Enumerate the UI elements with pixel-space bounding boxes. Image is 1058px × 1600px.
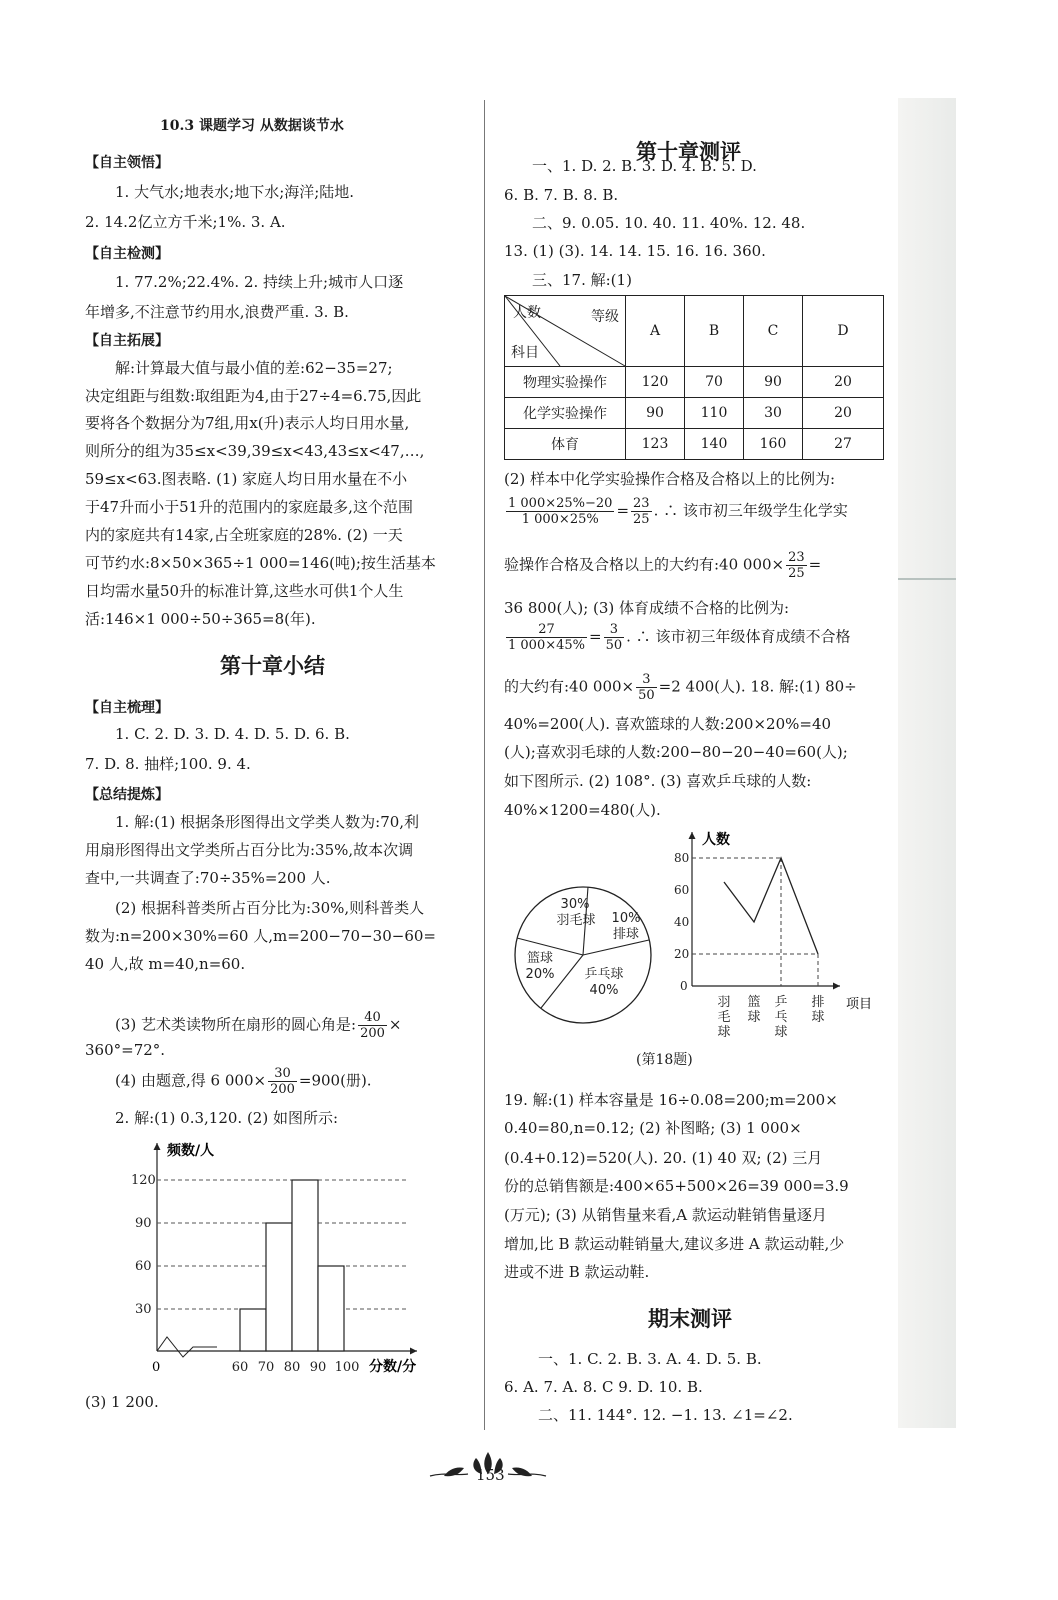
tuozhan-line: 内的家庭共有14家,占全班家庭的28%. (2) 一天 xyxy=(85,526,403,544)
bar-70-80 xyxy=(266,1223,292,1351)
tilian-line: 用扇形图得出文学类所占百分比为:35%,故本次调 xyxy=(85,841,414,859)
category-labels xyxy=(717,994,824,1040)
y-axis-label: 频数/人 xyxy=(167,1143,215,1159)
answer-line: 增加,比 B 款运动鞋销量大,建议多进 A 款运动鞋,少 xyxy=(504,1235,845,1253)
answer-line: 6. A. 7. A. 8. C 9. D. 10. B. xyxy=(504,1378,703,1396)
heading-zizhu-tuozhan: 【自主拓展】 xyxy=(85,333,169,349)
answer-line-fraction: 的大约有:40 000× $\frac{3}{50}$ =2 400(人). 18. 解:(1) 80÷ xyxy=(504,672,857,703)
col-header: B xyxy=(685,296,744,367)
category-label-char: 球 xyxy=(811,1010,825,1025)
x-tick-90: 90 xyxy=(309,1360,327,1375)
grade-table xyxy=(504,295,884,460)
answer-line: 三、17. 解:(1) xyxy=(532,271,632,289)
x-axis-label: 分数/分 xyxy=(369,1359,417,1375)
heading-zizhu-shuli: 【自主梳理】 xyxy=(85,700,169,716)
shuli-line-1: 1. C. 2. D. 3. D. 4. D. 5. D. 6. B. xyxy=(115,725,350,743)
answer-line: (万元); (3) 从销售量来看,A 款运动鞋销售量逐月 xyxy=(504,1206,827,1224)
table-cell: 20 xyxy=(803,367,884,398)
tuozhan-line: 活:146×1 000÷50÷365=8(年). xyxy=(85,610,316,628)
category-label-char: 排 xyxy=(811,995,825,1010)
bar-80-90 xyxy=(292,1180,318,1351)
section-title: 10.3 课题学习 从数据谈节水 xyxy=(160,118,344,134)
fraction: $\frac{3}{50}$ xyxy=(638,672,655,703)
y-tick-120: 120 xyxy=(131,1173,156,1188)
tilian-line: (2) 根据科普类所占百分比为:30%,则科普类人 xyxy=(115,899,425,917)
category-label-char: 球 xyxy=(717,1025,731,1040)
pie-label: 乒乓球 xyxy=(584,967,624,982)
category-label-char: 毛 xyxy=(717,1010,731,1025)
table-cell: 140 xyxy=(685,429,744,460)
answer-line: 19. 解:(1) 样本容量是 16÷0.08=200;m=200× xyxy=(504,1091,838,1109)
table-cell: 70 xyxy=(685,367,744,398)
fraction: $\frac{30}{200}$ xyxy=(270,1066,295,1097)
answer-line: (2) 样本中化学实验操作合格及合格以上的比例为: xyxy=(504,470,836,488)
pie-label: 20% xyxy=(525,967,555,982)
answer-line: 二、9. 0.05. 10. 40. 11. 40%. 12. 48. xyxy=(532,214,806,232)
tilian-line: 2. 解:(1) 0.3,120. (2) 如图所示: xyxy=(115,1109,339,1127)
x-tick-70: 70 xyxy=(257,1360,275,1375)
bar-90-100 xyxy=(318,1266,344,1351)
answer-line: 一、1. D. 2. B. 3. D. 4. B. 5. D. xyxy=(532,157,757,175)
corner-label-count: 人数 xyxy=(513,305,541,321)
page-margin-band xyxy=(898,98,956,1428)
tilian-line: 1. 解:(1) 根据条形图得出文学类人数为:70,利 xyxy=(115,813,420,831)
table-cell: 20 xyxy=(803,398,884,429)
tilian-line: 查中,一共调查了:70÷35%=200 人. xyxy=(85,869,331,887)
row-name: 化学实验操作 xyxy=(505,398,626,429)
jiance-line-1: 1. 77.2%;22.4%. 2. 持续上升;城市人口逐 xyxy=(115,273,404,291)
data-line xyxy=(724,858,818,954)
table-corner-cell xyxy=(505,296,626,367)
x-tick-100: 100 xyxy=(334,1360,360,1375)
heading-zizhu-jiance: 【自主检测】 xyxy=(85,246,169,262)
answer-line: 40%×1200=480(人). xyxy=(504,801,661,819)
answer-line: 一、1. C. 2. B. 3. A. 4. D. 5. B. xyxy=(538,1350,762,1368)
answer-line: 份的总销售额是:400×65+500×26=39 000=3.9 xyxy=(504,1177,849,1195)
fraction: $\frac{23}{25}$ xyxy=(633,496,650,527)
fraction: $\frac{23}{25}$ xyxy=(788,550,805,581)
answer-line: (0.4+0.12)=520(人). 20. (1) 40 双; (2) 三月 xyxy=(504,1149,823,1167)
y-tick: 80 xyxy=(674,851,690,865)
fraction: $\frac{40}{200}$ xyxy=(360,1010,385,1041)
y-tick: 60 xyxy=(674,883,690,897)
col-header: C xyxy=(744,296,803,367)
x-tick-60: 60 xyxy=(231,1360,249,1375)
tuozhan-line: 解:计算最大值与最小值的差:62−35=27; xyxy=(115,359,393,377)
y-axis-label: 人数 xyxy=(702,832,730,848)
category-label-char: 球 xyxy=(774,1025,788,1040)
figure-caption: (第18题) xyxy=(636,1052,693,1068)
line-chart xyxy=(668,822,890,1044)
answer-line: 36 800(人); (3) 体育成绩不合格的比例为: xyxy=(504,599,790,617)
pie-label: 10% xyxy=(611,911,641,926)
tilian-line: 40 人,故 m=40,n=60. xyxy=(85,955,246,973)
x-axis-label: 项目 xyxy=(846,997,873,1012)
table-row xyxy=(505,367,884,398)
x-tick-80: 80 xyxy=(283,1360,301,1375)
table-cell: 110 xyxy=(685,398,744,429)
answer-line: 0.40=80,n=0.12; (2) 补图略; (3) 1 000× xyxy=(504,1119,802,1137)
column-divider xyxy=(484,100,485,1430)
table-cell: 90 xyxy=(744,367,803,398)
bar-60-70 xyxy=(240,1309,266,1351)
pie-label: 排球 xyxy=(612,927,640,942)
y-tick-30: 30 xyxy=(135,1302,152,1317)
col-header: A xyxy=(626,296,685,367)
table-row xyxy=(505,429,884,460)
y-tick-labels xyxy=(674,851,689,993)
answer-line: 6. B. 7. B. 8. B. xyxy=(504,186,619,204)
pie-label: 30% xyxy=(560,897,590,912)
fraction: $\frac{1 000\times 25\%-20}{1 000\times 25\%}$ xyxy=(508,496,613,527)
tuozhan-line: 59≤x<63.图表略. (1) 家庭人均日用水量在不小 xyxy=(85,470,408,488)
tilian-line: (3) 1 200. xyxy=(85,1393,159,1411)
jiance-line-2: 年增多,不注意节约用水,浪费严重. 3. B. xyxy=(85,303,349,321)
lingwu-line-1: 1. 大气水;地表水;地下水;海洋;陆地. xyxy=(115,183,355,201)
tuozhan-line: 则所分的组为35≤x<39,39≤x<43,43≤x<47,…, xyxy=(85,442,425,460)
tuozhan-line: 于47升而小于51升的范围内的家庭最多,这个范围 xyxy=(85,498,413,516)
tuozhan-line: 要将各个数据分为7组,用x(升)表示人均日用水量, xyxy=(85,414,410,432)
tilian-line: 360°=72°. xyxy=(85,1041,166,1059)
table-row xyxy=(505,398,884,429)
answer-line-fraction: $\frac{27}{1 000\times 45\%}$ = $\frac{3}{50}$ . ∴ 该市初三年级体育成绩不合格 xyxy=(508,622,851,653)
y-tick-90: 90 xyxy=(135,1216,152,1231)
col-header: D xyxy=(803,296,884,367)
table-cell: 27 xyxy=(803,429,884,460)
row-name: 物理实验操作 xyxy=(505,367,626,398)
table-cell: 123 xyxy=(626,429,685,460)
tilian-q4: (4) 由题意,得 6 000× $\frac{30}{200}$ =900(册). xyxy=(115,1066,372,1097)
fraction: $\frac{3}{50}$ xyxy=(605,622,623,653)
shuli-line-2: 7. D. 8. 抽样;100. 9. 4. xyxy=(85,755,251,773)
answer-line-fraction: 验操作合格及合格以上的大约有:40 000× $\frac{23}{25}$ = xyxy=(504,550,822,581)
answer-line: (人);喜欢羽毛球的人数:200−80−20−40=60(人); xyxy=(504,743,848,761)
y-tick: 40 xyxy=(674,915,690,929)
origin-label: 0 xyxy=(680,979,688,993)
answer-line: 二、11. 144°. 12. −1. 13. ∠1=∠2. xyxy=(538,1406,793,1424)
pie-chart xyxy=(508,880,658,1030)
category-label-char: 篮 xyxy=(747,995,761,1010)
tuozhan-line: 日均需水量50升的标准计算,这些水可供1个人生 xyxy=(85,582,404,600)
answer-line-fraction: $\frac{1 000\times 25\%-20}{1 000\times 25\%}$ = $\frac{23}{25}$ . ∴ 该市初三年级学生化学实 xyxy=(508,496,848,527)
category-label-char: 羽 xyxy=(717,995,731,1010)
answer-line: 进或不进 B 款运动鞋. xyxy=(504,1263,650,1281)
pie-label: 羽毛球 xyxy=(556,913,596,928)
lingwu-line-2: 2. 14.2亿立方千米;1%. 3. A. xyxy=(85,213,286,231)
histogram-chart xyxy=(131,1135,435,1380)
fraction: $\frac{27}{1 000\times 45\%}$ xyxy=(508,622,586,653)
answer-line: 40%=200(人). 喜欢篮球的人数:200×20%=40 xyxy=(504,715,832,733)
table-cell: 90 xyxy=(626,398,685,429)
tilian-line: 数为:n=200×30%=60 人,m=200−70−30−60= xyxy=(85,927,436,945)
tuozhan-line: 决定组距与组数:取组距为4,由于27÷4=6.75,因此 xyxy=(85,387,422,405)
page-number: 153 xyxy=(476,1466,505,1484)
origin-label: 0 xyxy=(152,1360,161,1375)
y-tick-60: 60 xyxy=(135,1259,152,1274)
answer-line: 13. (1) (3). 14. 14. 15. 16. 16. 360. xyxy=(504,242,766,260)
chapter-test-title: 第十章测评 xyxy=(636,140,741,164)
corner-label-subject: 科目 xyxy=(511,345,539,361)
chapter-summary-title: 第十章小结 xyxy=(220,654,325,678)
table-cell: 30 xyxy=(744,398,803,429)
category-label-char: 球 xyxy=(747,1010,761,1025)
axis-break-mark xyxy=(157,1337,217,1357)
table-cell: 120 xyxy=(626,367,685,398)
category-label-char: 乓 xyxy=(774,1010,788,1025)
pie-label: 篮球 xyxy=(526,951,554,966)
row-name: 体育 xyxy=(505,429,626,460)
corner-label-grade: 等级 xyxy=(591,309,619,325)
final-test-title: 期末测评 xyxy=(648,1307,732,1331)
pie-label: 40% xyxy=(589,983,619,998)
tuozhan-line: 可节约水:8×50×365÷1 000=146(吨);按生活基本 xyxy=(85,554,436,572)
guide-lines xyxy=(692,858,818,986)
y-tick: 20 xyxy=(674,947,690,961)
heading-zizhu-lingwu: 【自主领悟】 xyxy=(85,155,169,171)
x-tick-labels xyxy=(232,1360,360,1375)
tilian-q3: (3) 艺术类读物所在扇形的圆心角是: $\frac{40}{200}$ × xyxy=(115,1010,402,1041)
y-tick-labels xyxy=(131,1173,156,1317)
answer-line: 如下图所示. (2) 108°. (3) 喜欢乒乓球的人数: xyxy=(504,772,812,790)
heading-zongjie-tilian: 【总结提炼】 xyxy=(85,787,169,803)
table-cell: 160 xyxy=(744,429,803,460)
category-label-char: 乒 xyxy=(774,995,788,1010)
